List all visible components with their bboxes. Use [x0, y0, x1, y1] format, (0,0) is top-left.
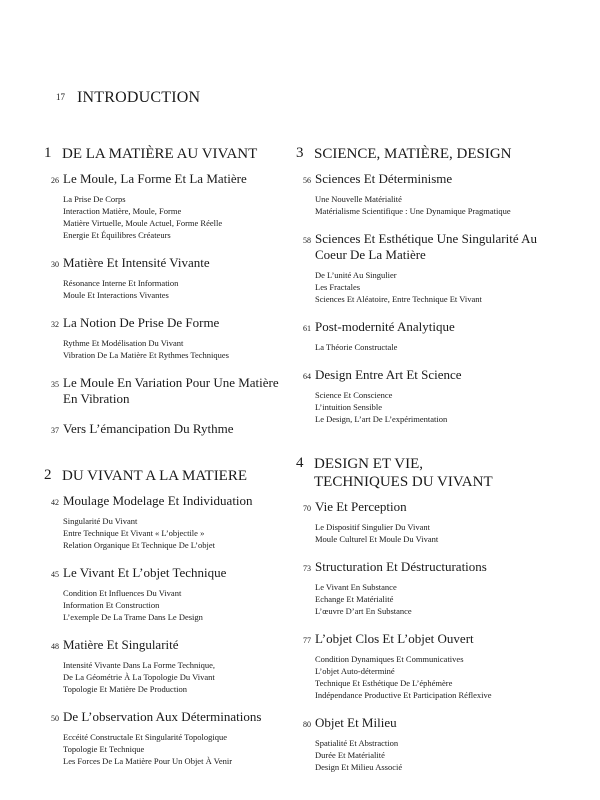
subsection-item: Le Vivant En Substance [315, 582, 397, 592]
subsection-item: Design Et Milieu Associé [315, 762, 403, 772]
subsection-item: Résonance Interne Et Information [63, 278, 179, 288]
subsection-item: L’objet Auto-déterminé [315, 666, 395, 676]
part-4-heading [296, 455, 576, 491]
section-page-number: 50 [51, 714, 59, 723]
section-title: Moulage Modelage Et Individuation [63, 493, 253, 508]
section-title: Vers L’émancipation Du Rythme [63, 421, 234, 436]
part-number: 3 [296, 145, 304, 161]
subsection-list [315, 653, 576, 701]
subsection-item: Sciences Et Aléatoire, Entre Technique Et Vivant [315, 294, 482, 304]
section-title: Design Entre Art Et Science [315, 367, 462, 382]
section-title: L’objet Clos Et L’objet Ouvert [315, 631, 474, 646]
subsection-item: Topologie Et Matière De Production [63, 684, 188, 694]
subsection-list [63, 193, 294, 241]
subsection-item: Topologie Et Technique [63, 744, 145, 754]
subsection-item: Rythme Et Modélisation Du Vivant [63, 338, 184, 348]
toc-left-column [44, 145, 294, 781]
toc-section [296, 319, 576, 353]
part-title [314, 455, 493, 491]
part-title: SCIENCE, MATIÈRE, DESIGN [314, 146, 512, 162]
section-title: Le Moule, La Forme Et La Matière [63, 171, 247, 186]
part-number: 2 [44, 467, 52, 483]
subsection-item: Energie Et Équilibres Créateurs [63, 230, 171, 240]
part-title: DU VIVANT A LA MATIERE [62, 468, 248, 484]
subsection-list [63, 659, 294, 695]
section-page-number: 73 [303, 564, 311, 573]
subsection-item: Matière Virtuelle, Moule Actuel, Forme Réelle [63, 218, 223, 228]
toc-right-column [296, 145, 576, 787]
section-title: Vie Et Perception [315, 499, 407, 514]
toc-section [296, 559, 576, 617]
part-number: 1 [44, 145, 52, 161]
subsection-item: Les Forces De La Matière Pour Un Objet À Venir [63, 756, 233, 766]
subsection-item: Singularité Du Vivant [63, 516, 138, 526]
subsection-list [315, 737, 576, 773]
section-title: De L’observation Aux Déterminations [63, 709, 262, 724]
section-page-number: 64 [303, 372, 311, 381]
toc-section [44, 493, 294, 551]
subsection-item: Durée Et Matérialité [315, 750, 385, 760]
toc-section [296, 715, 576, 773]
section-title: Le Moule En Variation Pour Une Matière En Vibration [63, 375, 279, 406]
subsection-item: De La Géométrie À La Topologie Du Vivant [63, 672, 215, 682]
section-page-number: 70 [303, 504, 311, 513]
toc-section [44, 171, 294, 241]
toc-section [44, 565, 294, 623]
toc-section [44, 421, 294, 437]
subsection-item: La Théorie Constructale [315, 342, 398, 352]
subsection-item: Les Fractales [315, 282, 361, 292]
toc-section [296, 367, 576, 425]
toc-section [296, 231, 576, 305]
subsection-item: Eccéité Constructale Et Singularité Topologique [63, 732, 228, 742]
toc-section [44, 637, 294, 695]
subsection-item: Entre Technique Et Vivant « L’objectile » [63, 528, 205, 538]
section-title: Objet Et Milieu [315, 715, 397, 730]
subsection-list [315, 389, 576, 425]
subsection-list [63, 515, 294, 551]
subsection-item: L’exemple De La Trame Dans Le Design [63, 612, 203, 622]
part-number: 4 [296, 455, 304, 471]
section-page-number: 58 [303, 236, 311, 245]
section-page-number: 77 [303, 636, 311, 645]
section-title: Post-modernité Analytique [315, 319, 455, 334]
section-title: Matière Et Intensité Vivante [63, 255, 210, 270]
toc-section [296, 499, 576, 545]
subsection-item: L’œuvre D’art En Substance [315, 606, 412, 616]
part-title: DE LA MATIÈRE AU VIVANT [62, 146, 258, 162]
subsection-item: Spatialité Et Abstraction [315, 738, 399, 748]
subsection-item: Condition Dynamiques Et Communicatives [315, 654, 464, 664]
toc-section [44, 315, 294, 361]
subsection-item: L’intuition Sensible [315, 402, 382, 412]
section-page-number: 35 [51, 380, 59, 389]
subsection-item: Information Et Construction [63, 600, 160, 610]
subsection-item: Moule Et Interactions Vivantes [63, 290, 169, 300]
introduction-page-number: 17 [56, 92, 65, 102]
subsection-list [63, 731, 294, 767]
introduction-title: INTRODUCTION [77, 89, 201, 106]
subsection-list [315, 341, 576, 353]
subsection-list [63, 587, 294, 623]
subsection-item: Intensité Vivante Dans La Forme Technique, [63, 660, 216, 670]
toc-section [44, 255, 294, 301]
subsection-item: Indépendance Productive Et Participation Réflexive [315, 690, 492, 700]
section-page-number: 80 [303, 720, 311, 729]
subsection-item: Relation Organique Et Technique De L’objet [63, 540, 215, 550]
introduction-entry [56, 89, 200, 107]
subsection-item: Echange Et Matérialité [315, 594, 394, 604]
section-page-number: 56 [303, 176, 311, 185]
section-title: Sciences Et Esthétique Une Singularité Au Coeur De La Matière [315, 231, 538, 262]
section-page-number: 30 [51, 260, 59, 269]
section-page-number: 48 [51, 642, 59, 651]
subsection-list [63, 277, 294, 301]
section-page-number: 61 [303, 324, 311, 333]
toc-section [296, 631, 576, 701]
section-title: Sciences Et Déterminisme [315, 171, 453, 186]
toc-section [296, 171, 576, 217]
subsection-item: Le Dispositif Singulier Du Vivant [315, 522, 431, 532]
subsection-list [315, 269, 576, 305]
subsection-list [315, 193, 576, 217]
section-title: Structuration Et Déstructurations [315, 559, 487, 574]
subsection-list [315, 521, 576, 545]
subsection-item: Technique Et Esthétique De L’éphémère [315, 678, 453, 688]
part-title-line-2: TECHNIQUES DU VIVANT [314, 474, 493, 490]
section-page-number: 26 [51, 176, 59, 185]
subsection-item: Vibration De La Matière Et Rythmes Techniques [63, 350, 229, 360]
section-page-number: 45 [51, 570, 59, 579]
subsection-item: Condition Et Influences Du Vivant [63, 588, 182, 598]
section-title: La Notion De Prise De Forme [63, 315, 220, 330]
subsection-item: La Prise De Corps [63, 194, 126, 204]
subsection-item: De L’unité Au Singulier [315, 270, 397, 280]
toc-section [44, 709, 294, 767]
part-1-heading [44, 145, 294, 163]
subsection-item: Matérialisme Scientifique : Une Dynamique Pragmatique [315, 206, 511, 216]
part-3-heading [296, 145, 576, 163]
section-title: Le Vivant Et L’objet Technique [63, 565, 227, 580]
subsection-item: Interaction Matière, Moule, Forme [63, 206, 182, 216]
subsection-list [63, 337, 294, 361]
subsection-item: Une Nouvelle Matérialité [315, 194, 402, 204]
section-title: Matière Et Singularité [63, 637, 179, 652]
subsection-list [315, 581, 576, 617]
part-title-line-1: DESIGN ET VIE, [314, 456, 424, 472]
section-page-number: 37 [51, 426, 59, 435]
section-page-number: 42 [51, 498, 59, 507]
subsection-item: Le Design, L’art De L’expérimentation [315, 414, 448, 424]
subsection-item: Moule Culturel Et Moule Du Vivant [315, 534, 439, 544]
section-page-number: 32 [51, 320, 59, 329]
toc-section [44, 375, 294, 407]
subsection-item: Science Et Conscience [315, 390, 393, 400]
part-2-heading [44, 467, 294, 485]
